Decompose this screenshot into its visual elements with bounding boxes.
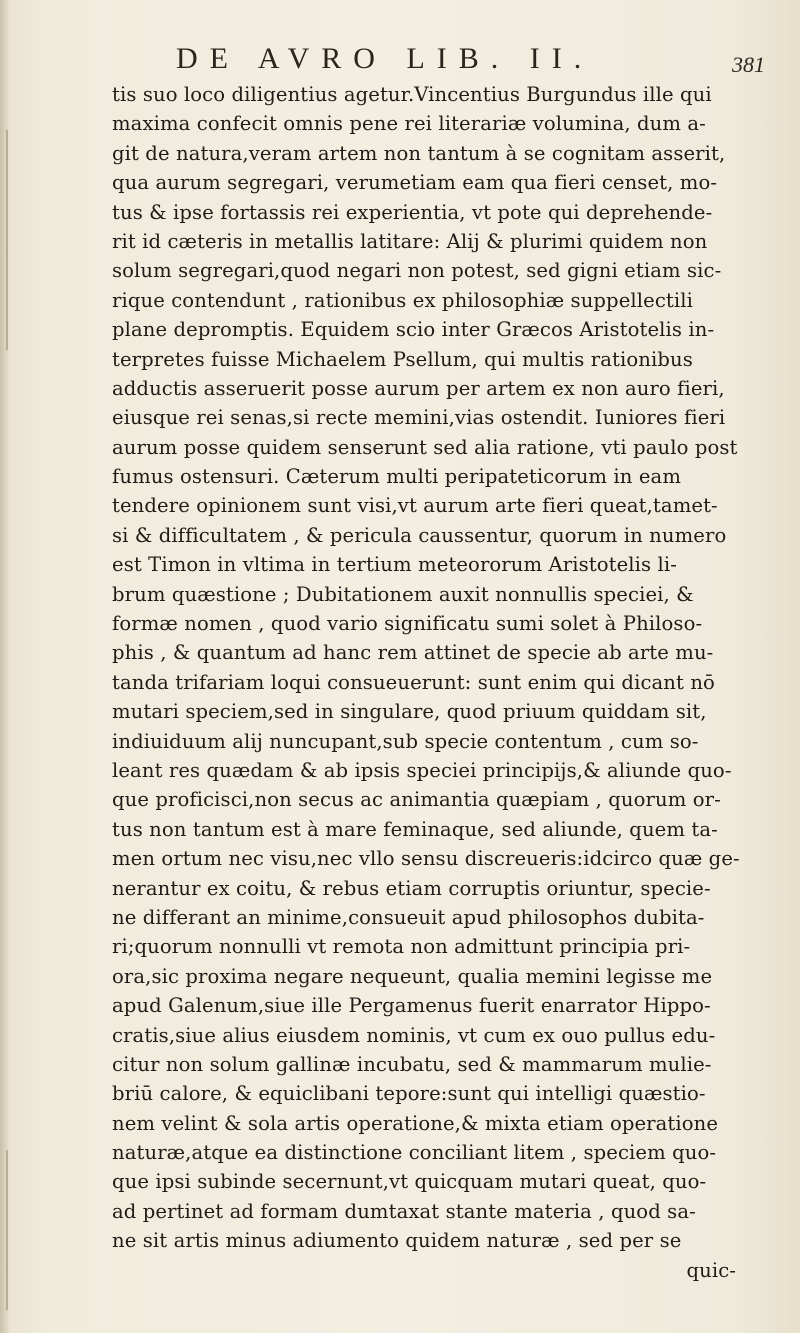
text-line: rique contendunt , rationibus ex philosophiæ suppellectili bbox=[112, 288, 693, 312]
text-line: citur non solum gallinæ incubatu, sed & mammarum mulie- bbox=[112, 1052, 712, 1076]
text-line: apud Galenum,siue ille Pergamenus fuerit enarrator Hippo- bbox=[112, 994, 711, 1018]
text-line: aurum posse quidem senserunt sed alia ratione, vti paulo post bbox=[112, 435, 738, 459]
text-line: brum quæstione ; Dubitationem auxit nonnullis speciei, & bbox=[112, 582, 694, 606]
text-line: briū calore, & equiclibani tepore:sunt qui intelligi quæstio- bbox=[112, 1082, 706, 1106]
text-line: tendere opinionem sunt visi,vt aurum arte fieri queat,tamet- bbox=[112, 494, 718, 518]
text-line: indiuiduum alij nuncupant,sub specie contentum , cum so- bbox=[112, 729, 699, 753]
text-line: fumus ostensuri. Cæterum multi peripateticorum in eam bbox=[112, 465, 682, 489]
text-line: mutari speciem,sed in singulare, quod priuum quiddam sit, bbox=[112, 700, 707, 724]
text-line: terpretes fuisse Michaelem Psellum, qui multis rationibus bbox=[112, 347, 693, 371]
text-line: solum segregari,quod negari non potest, sed gigni etiam sic- bbox=[112, 259, 722, 283]
gutter-shadow bbox=[0, 0, 10, 1333]
text-line: ora,sic proxima negare nequeunt, qualia memini legisse me bbox=[112, 964, 713, 988]
text-line: phis , & quantum ad hanc rem attinet de specie ab arte mu- bbox=[112, 641, 714, 665]
body-text bbox=[112, 80, 762, 1285]
text-line: men ortum nec visu,nec vllo sensu discreueris:idcirco quæ ge- bbox=[112, 847, 740, 871]
running-head: DE AVRO LIB. II. bbox=[176, 42, 594, 75]
text-line: formæ nomen , quod vario significatu sumi solet à Philoso- bbox=[112, 612, 703, 636]
text-line: tis suo loco diligentius agetur.Vincentius Burgundus ille qui bbox=[112, 83, 712, 106]
text-line: leant res quædam & ab ipsis speciei principijs,& aliunde quo- bbox=[112, 758, 732, 782]
text-line: git de natura,veram artem non tantum à se cognitam asserit, bbox=[112, 141, 726, 165]
text-line: que ipsi subinde secernunt,vt quicquam mutari queat, quo- bbox=[112, 1170, 707, 1194]
text-line: naturæ,atque ea distinctione conciliant litem , speciem quo- bbox=[112, 1141, 717, 1165]
text-line: si & difficultatem , & pericula caussentur, quorum in numero bbox=[112, 523, 727, 547]
text-line: nem velint & sola artis operatione,& mixta etiam operatione bbox=[112, 1111, 719, 1135]
text-line: plane depromptis. Equidem scio inter Græcos Aristotelis in- bbox=[112, 318, 715, 342]
text-line: eiusque rei senas,si recte memini,vias ostendit. Iuniores fieri bbox=[112, 406, 726, 430]
text-line: ne differant an minime,consueuit apud philosophos dubita- bbox=[112, 905, 705, 929]
text-line: tanda trifariam loqui consueuerunt: sunt enim qui dicant nō bbox=[112, 670, 715, 694]
text-line: maxima confecit omnis pene rei literariæ volumina, dum a- bbox=[112, 112, 706, 136]
page-header bbox=[0, 36, 800, 76]
text-line: rit id cæteris in metallis latitare: Alij & plurimi quidem non bbox=[112, 229, 708, 253]
page-edge-mark bbox=[6, 130, 8, 350]
text-line: ri;quorum nonnulli vt remota non admittunt principia pri- bbox=[112, 935, 691, 959]
text-line: tus non tantum est à mare feminaque, sed aliunde, quem ta- bbox=[112, 817, 718, 841]
text-line: ne sit artis minus adiumento quidem naturæ , sed per se bbox=[112, 1229, 682, 1253]
page-edge-mark bbox=[6, 1150, 8, 1310]
catchword: quic- bbox=[686, 1258, 736, 1282]
text-line: que proficisci,non secus ac animantia quæpiam , quorum or- bbox=[112, 788, 721, 812]
text-line: cratis,siue alius eiusdem nominis, vt cum ex ouo pullus edu- bbox=[112, 1023, 716, 1047]
text-line: tus & ipse fortassis rei experientia, vt pote qui deprehende- bbox=[112, 200, 713, 224]
text-line: nerantur ex coitu, & rebus etiam corruptis oriuntur, specie- bbox=[112, 876, 711, 900]
text-line: qua aurum segregari, verumetiam eam qua fieri censet, mo- bbox=[112, 171, 718, 195]
text-line: ad pertinet ad formam dumtaxat stante materia , quod sa- bbox=[112, 1199, 696, 1223]
text-line: est Timon in vltima in tertium meteororum Aristotelis li- bbox=[112, 553, 677, 577]
page-number: 381 bbox=[732, 52, 765, 77]
text-line: adductis asseruerit posse aurum per artem ex non auro fieri, bbox=[112, 376, 725, 400]
